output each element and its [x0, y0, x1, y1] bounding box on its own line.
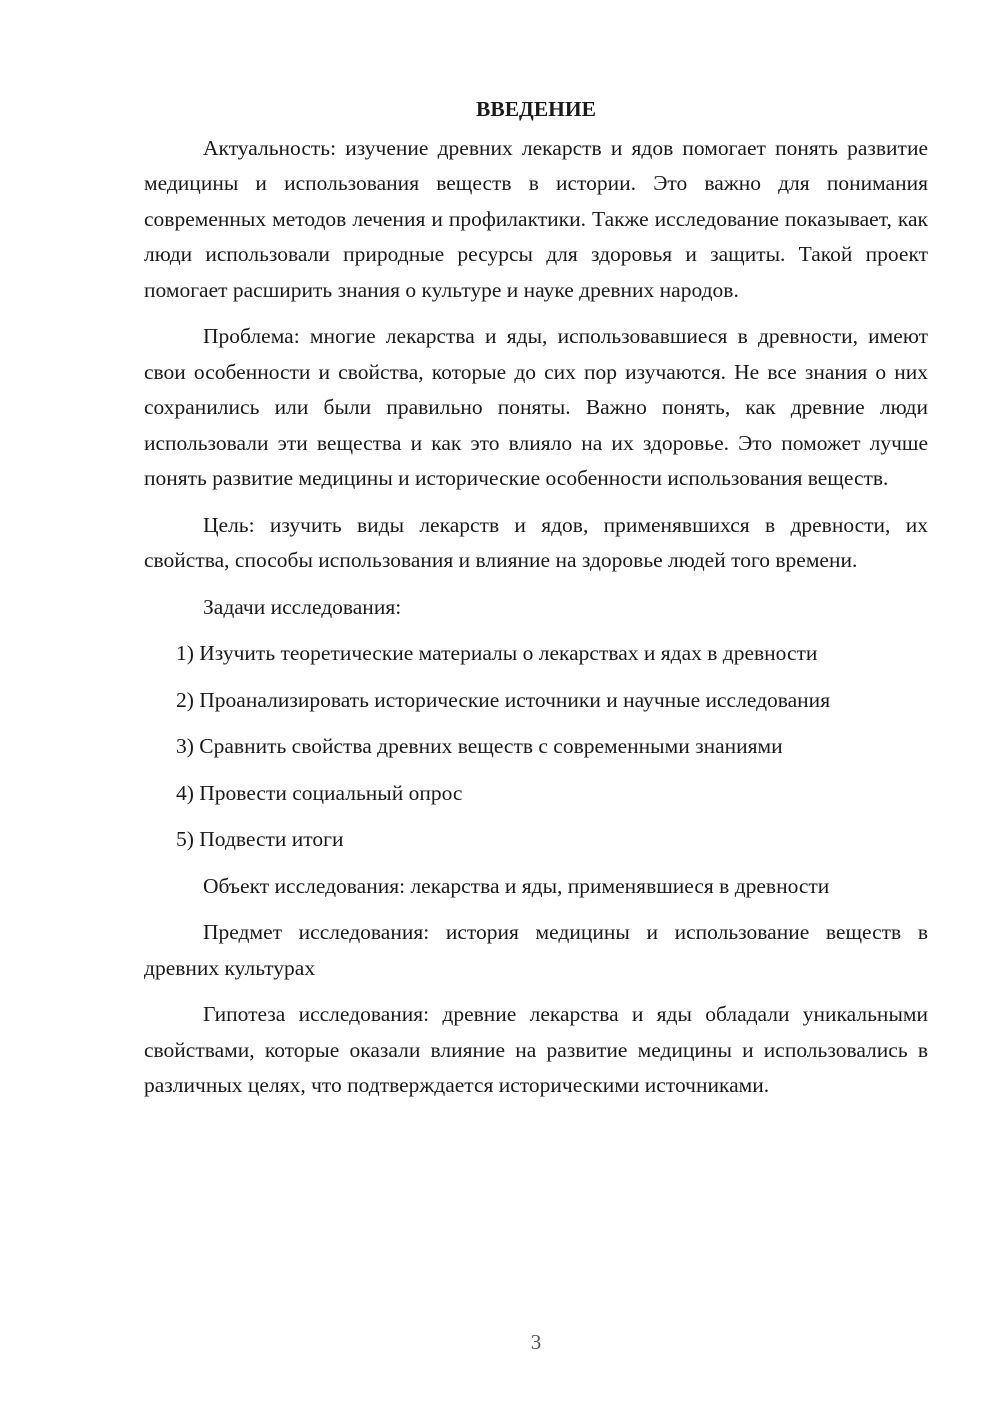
tasks-heading: Задачи исследования:	[203, 594, 402, 619]
task-item-5: 5) Подвести итоги	[176, 827, 344, 851]
document-title: ВВЕДЕНИЕ	[476, 97, 596, 121]
hypothesis-paragraph: Гипотеза исследования: древние лекарства и яды обладали уникальными свойствами, которые оказали влияние на развитие медицины и использовались в различных целях, что подтверждается историческими источниками.	[144, 1002, 928, 1097]
object-paragraph: Объект исследования: лекарства и яды, применявшиеся в древности	[203, 873, 830, 898]
task-item-4: 4) Провести социальный опрос	[176, 780, 463, 805]
problem-paragraph: Проблема: многие лекарства и яды, использовавшиеся в древности, имеют свои особенности и свойства, которые до сих пор изучаются. Не все знания о них сохранились или были правильно поняты. Важно понять, как древние люди использовали эти вещества и как это влияло на их здоровье. Это поможет лучше понять развитие медицины и исторические особенности использования веществ.	[144, 324, 928, 490]
task-item-2: 2) Проанализировать исторические источники и научные исследования	[176, 687, 831, 712]
page-number: 3	[530, 1330, 542, 1354]
document-page	[144, 92, 928, 1115]
subject-paragraph: Предмет исследования: история медицины и использование веществ в древних культурах	[144, 920, 928, 980]
task-item-1: 1) Изучить теоретические материалы о лекарствах и ядах в древности	[176, 641, 818, 665]
goal-paragraph: Цель: изучить виды лекарств и ядов, применявшихся в древности, их свойства, способы использования и влияние на здоровье людей того времени.	[144, 512, 928, 572]
task-item-3: 3) Сравнить свойства древних веществ с современными знаниями	[176, 734, 783, 758]
relevance-paragraph: Актуальность: изучение древних лекарств и ядов помогает понять развитие медицины и использования веществ в истории. Это важно для понимания современных методов лечения и профилактики. Также исследование показывает, как люди использовали природные ресурсы для здоровья и защиты. Такой проект помогает расширить знания о культуре и науке древних народов.	[144, 135, 928, 302]
